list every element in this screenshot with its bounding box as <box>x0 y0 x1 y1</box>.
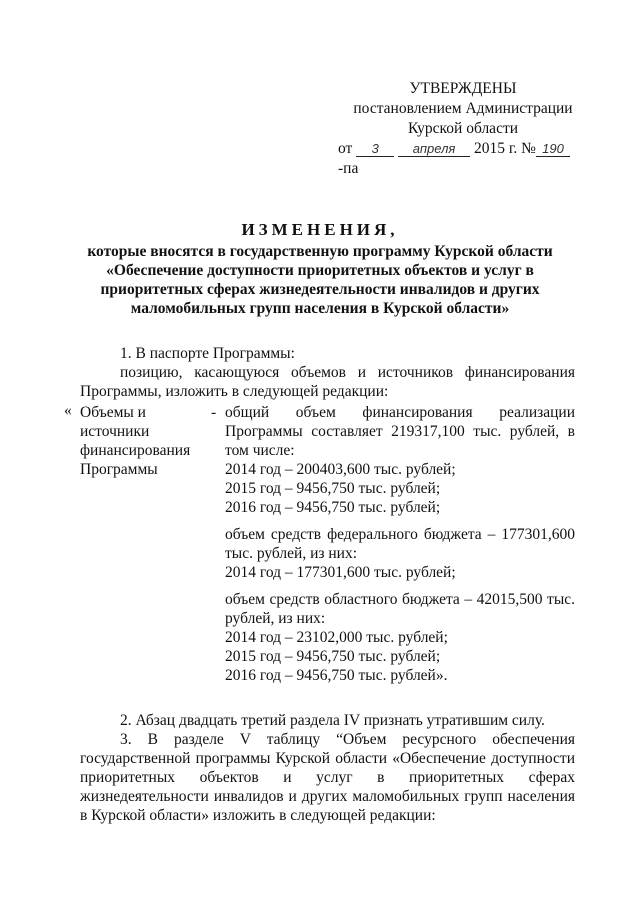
passport-left-line: финансирования <box>80 442 191 459</box>
heading-line-3: приоритетных сферах жизнедеятельности инвалидов и других <box>100 281 540 298</box>
approval-line1: постановлением Администрации <box>353 100 573 117</box>
passport-left-line: источники <box>80 423 150 440</box>
total-text: общий объем финансирования реализации Программы составляет 219317,100 тыс. рублей, в том числе: <box>225 404 575 459</box>
passport-table <box>64 402 575 693</box>
document-body <box>64 344 575 825</box>
paragraph-1a: позицию, касающуюся объемов и источников финансирования Программы, изложить в следующей редакции: <box>80 364 575 400</box>
paragraph-3: 3. В разделе V таблицу “Объем ресурсного обеспечения государственной программы Курской области «Обеспечение доступности приоритетных объектов и услуг в приоритетных сферах жизнедеятельности инвалидов и других маломобильных групп населения в Курской области» изложить в следующей редакции: <box>80 731 575 824</box>
approval-year-text: 2015 г. № <box>473 140 536 157</box>
approval-date-line <box>338 139 588 179</box>
regional-year: 2014 год – 23102,000 тыс. рублей; <box>225 629 448 646</box>
heading-title: ИЗМЕНЕНИЯ, <box>241 220 399 239</box>
approval-block <box>338 79 588 179</box>
approval-suffix: -па <box>338 160 359 177</box>
regional-year: 2016 год – 9456,750 тыс. рублей». <box>225 667 448 684</box>
federal-text: объем средств федерального бюджета – 177301,600 тыс. рублей, из них: <box>225 526 575 562</box>
passport-left-line: Объемы и <box>80 404 146 421</box>
regional-year: 2015 год – 9456,750 тыс. рублей; <box>225 648 441 665</box>
passport-left-line: Программы <box>80 461 158 478</box>
approval-day: 3 <box>356 141 394 157</box>
heading-line-4: маломобильных групп населения в Курской области» <box>130 300 510 317</box>
regional-text: объем средств областного бюджета – 42015,500 тыс. рублей, из них: <box>225 591 575 627</box>
total-year: 2016 год – 9456,750 тыс. рублей; <box>225 499 441 516</box>
heading-line-2: «Обеспечение доступности приоритетных объектов и услуг в <box>106 262 534 279</box>
regional-block <box>225 590 575 685</box>
total-block <box>225 403 575 517</box>
document-heading <box>60 218 580 318</box>
date-prefix: от <box>338 140 353 157</box>
open-quote: « <box>64 402 72 419</box>
approval-line2: Курской области <box>407 120 519 137</box>
passport-right-column <box>211 403 575 693</box>
total-year: 2014 год – 200403,600 тыс. рублей; <box>225 461 456 478</box>
approval-title: УТВЕРЖДЕНЫ <box>409 80 517 97</box>
paragraph-2: 2. Абзац двадцать третий раздела IV признать утратившим силу. <box>120 712 545 729</box>
total-year: 2015 год – 9456,750 тыс. рублей; <box>225 480 441 497</box>
heading-line-1: которые вносятся в государственную программу Курской области <box>87 243 553 260</box>
approval-number: 190 <box>536 141 570 157</box>
federal-block <box>225 525 575 582</box>
approval-month: апреля <box>398 141 470 157</box>
passport-left-column <box>80 403 225 693</box>
federal-year: 2014 год – 177301,600 тыс. рублей; <box>225 564 456 581</box>
passport-dash: - <box>211 404 217 421</box>
paragraph-1: 1. В паспорте Программы: <box>120 345 295 362</box>
